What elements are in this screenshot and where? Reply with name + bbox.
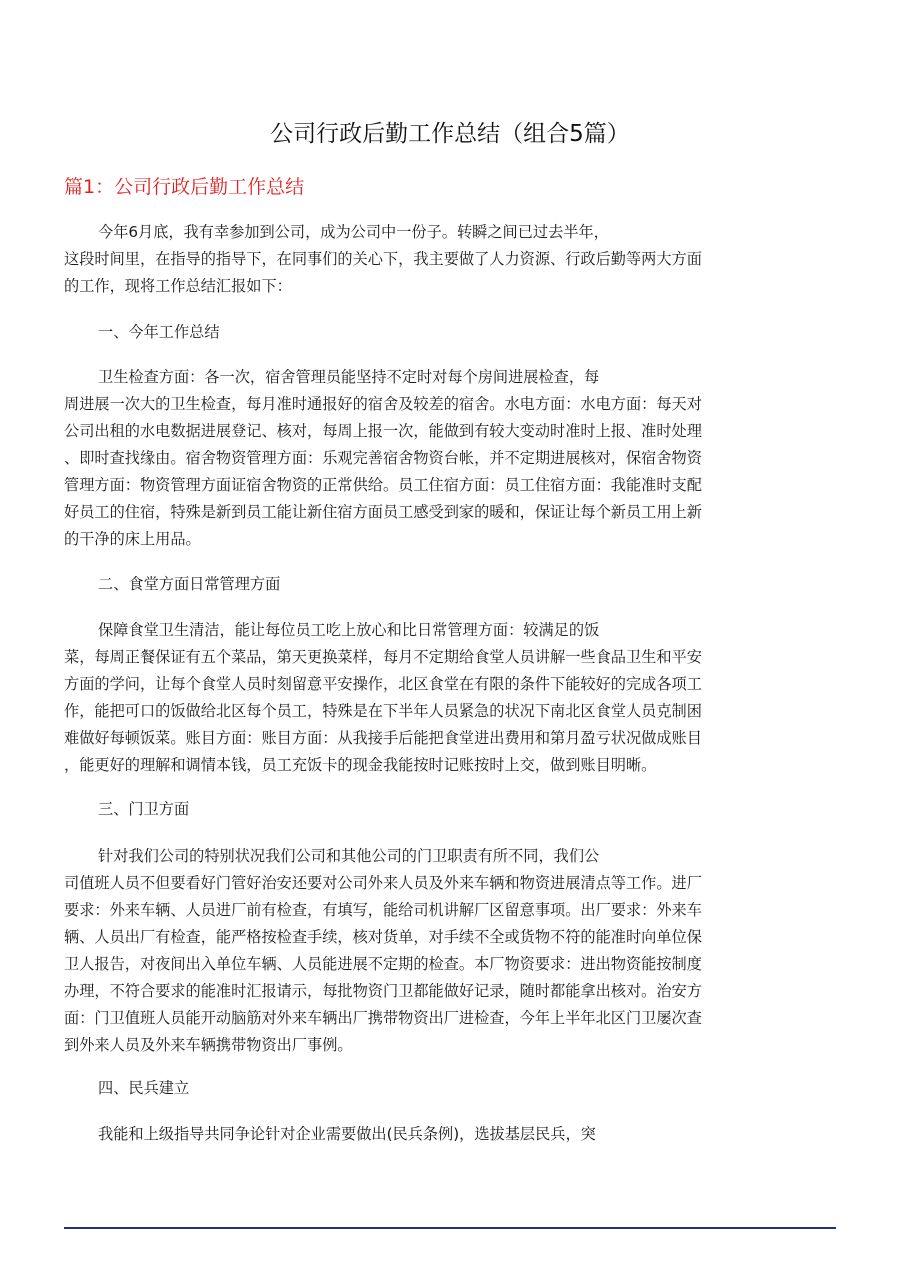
section-2-paragraph: 保障食堂卫生清洁，能让每位员工吃上放心和比日常管理方面：较满足的饭 菜，每周正餐保证有五个菜品，第天更换菜样，每月不定期给食堂人员讲解一些食品卫生和平安 方面的学问，让每个食堂人员时刻留意平安操作，北区食堂在有限的条件下能较好的完成各项工 作，能把可口的饭做给北区每个员工，特殊是在下半年人员紧急的状况下南北区食堂人员克制困 难做好每顿饭菜。账目方面：账目方面：从我接手后能把食堂进出费用和第月盈亏状况做成账目 ，能更好的理解和调情本钱，员工充饭卡的现金我能按时记账按时上交，做到账目明晰。 xyxy=(64,621,702,774)
subheading-2: 二、食堂方面日常管理方面 xyxy=(98,575,281,593)
section-heading: 篇1：公司行政后勤工作总结 xyxy=(64,176,305,198)
document-title: 公司行政后勤工作总结（组合5篇） xyxy=(270,121,630,147)
section-3-paragraph: 针对我们公司的特别状况我们公司和其他公司的门卫职责有所不同，我们公 司值班人员不但要看好门管好治安还要对公司外来人员及外来车辆和物资进展清点等工作。进厂 要求：外来车辆、人员进厂前有检查，有填写，能给司机讲解厂区留意事项。出厂要求：外来车 辆、人员出厂有检查，能严格按检查手续，核对货单，对手续不全或货物不符的能准时向单位保 卫人报告，对夜间出入单位车辆、人员能进展不定期的检查。本厂物资要求：进出物资能按制度 办理，不符合要求的能准时汇报请示，每批物资门卫都能做好记录，随时都能拿出核对。治安方 面：门卫值班人员能开动脑筋对外来车辆出厂携带物资出厂进检查，今年上半年北区门卫屡次查 到外来人员及外来车辆携带物资出厂事例。 xyxy=(64,847,702,1054)
section-1-paragraph: 卫生检查方面：各一次，宿舍管理员能坚持不定时对每个房间进展检查，每 周进展一次大的卫生检查，每月准时通报好的宿舍及较差的宿舍。水电方面：水电方面：每天对 公司出租的水电数据进展登记、核对，每周上报一次，能做到有较大变动时准时上报、准时处理 、即时查找缘由。宿舍物资管理方面：乐观完善宿舍物资台帐，并不定期进展核对，保宿舍物资 管理方面：物资管理方面证宿舍物资的正常供给。员工住宿方面：员工住宿方面：我能准时支配 好员工的住宿，特殊是新到员工能让新住宿方面员工感受到家的暖和，保证让每个新员工用上新 的干净的床上用品。 xyxy=(64,368,702,548)
footer-divider xyxy=(64,1227,836,1229)
subheading-4: 四、民兵建立 xyxy=(98,1079,190,1097)
subheading-3: 三、门卫方面 xyxy=(98,800,190,818)
subheading-1: 一、今年工作总结 xyxy=(98,323,220,341)
section-4-paragraph: 我能和上级指导共同争论针对企业需要做出(民兵条例)，选拔基层民兵，突 xyxy=(98,1125,596,1143)
intro-paragraph: 今年6月底，我有幸参加到公司，成为公司中一份子。转瞬之间已过去半年， 这段时间里，在指导的指导下，在同事们的关心下，我主要做了人力资源、行政后勤等两大方面 的工作，现将工作总结汇报如下： xyxy=(64,223,702,295)
